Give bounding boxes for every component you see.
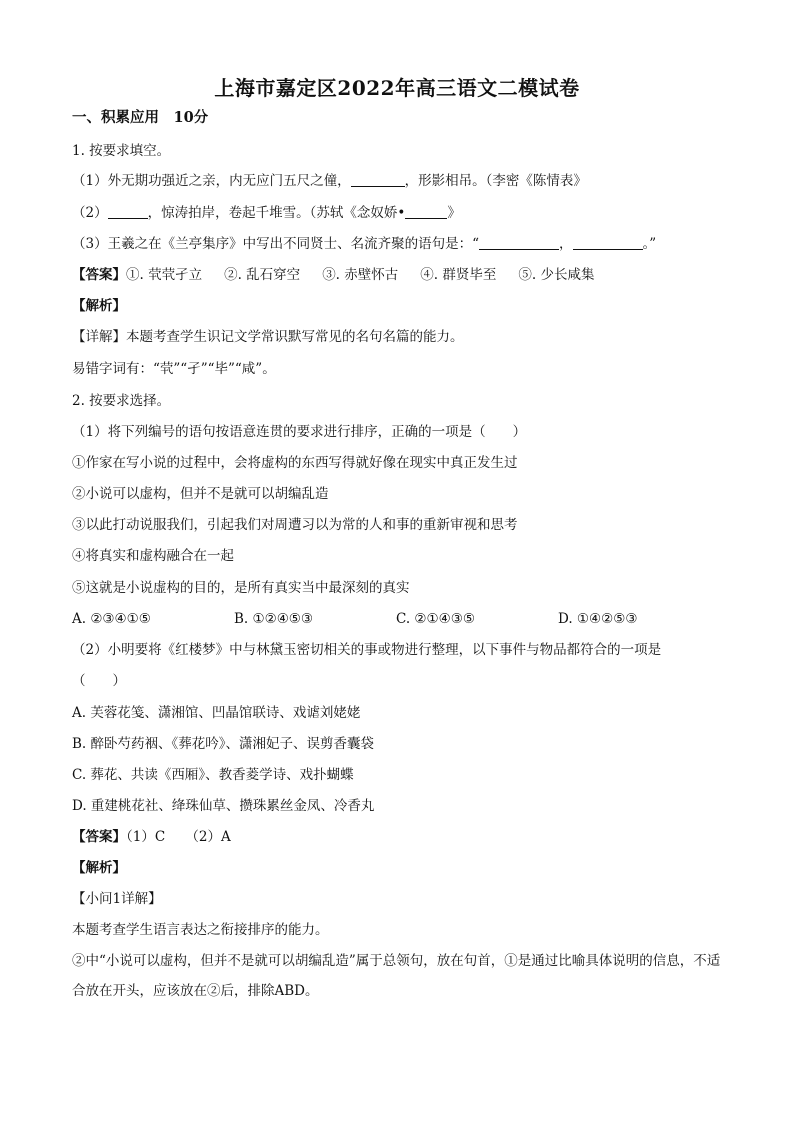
analysis-label: 【解析】: [72, 860, 126, 876]
part-2-text-b: ，惊涛拍岸，卷起千堆雪。（苏轼《念奴娇•: [147, 205, 406, 221]
option-b: B. ①②④⑤③: [234, 611, 314, 627]
answer-item: ③. 赤壁怀古: [322, 267, 399, 283]
question-1-stem: 1. 按要求填空。: [72, 143, 171, 159]
sentence-item: ①作家在写小说的过程中，会将虚构的东西写得就好像在现实中真正发生过: [72, 455, 518, 471]
answer-text: （1）C （2）A: [126, 829, 231, 845]
typo-note: 易错字词有：“茕”“孑”“毕”“咸”。: [72, 361, 276, 377]
answer-item: ②. 乱石穿空: [224, 267, 301, 283]
question-1-part-1: [72, 171, 587, 191]
options-row: [72, 609, 637, 629]
answer-item: ④. 群贤毕至: [420, 267, 497, 283]
option-item: B. 醉卧芍药裀、《葬花吟》、潇湘妃子、误剪香囊袋: [72, 736, 375, 752]
question-1-part-2: [72, 203, 461, 223]
fill-blank-4: [479, 235, 559, 250]
option-item: A. 芙蓉花笺、潇湘馆、凹晶馆联诗、戏谑刘姥姥: [72, 705, 361, 721]
part-3-text-c: 。”: [642, 236, 657, 252]
question-2-stem: 2. 按要求选择。: [72, 393, 171, 409]
answer-label: 【答案】: [72, 267, 126, 283]
part-3-text-b: ，: [559, 236, 573, 252]
small-question-label: 【小问1详解】: [72, 891, 162, 907]
explanation-paragraph: ②中“小说可以虚构，但并不是就可以胡编乱造”属于总领句，放在句首，①是通过比喻具体说明的信息，不适合放在开头，应该放在②后，排除ABD。: [72, 953, 721, 999]
fill-blank-3: [405, 204, 447, 219]
sentence-item: ②小说可以虚构，但并不是就可以胡编乱造: [72, 486, 329, 502]
detail-text: 【详解】本题考查学生识记文学常识默写常见的名句名篇的能力。: [72, 329, 464, 345]
question-2-sub-1: （1）将下列编号的语句按语意连贯的要求进行排序，正确的一项是（ ）: [72, 424, 527, 440]
answer-item: ⑤. 少长咸集: [518, 267, 595, 283]
fill-blank-1: [351, 172, 405, 187]
part-2-text-c: 》: [447, 205, 461, 221]
option-item: C. 葬花、共读《西厢》、教香菱学诗、戏扑蝴蝶: [72, 767, 354, 783]
fill-blank-2: [108, 204, 148, 219]
option-d: D. ①④②⑤③: [558, 611, 638, 627]
answer-item: ①. 茕茕孑立: [126, 267, 203, 283]
section-heading: 一、积累应用 10分: [72, 109, 209, 126]
part-1-text-b: ，形影相吊。（李密《陈情表》: [404, 173, 587, 189]
sentence-item: ③以此打动说服我们，引起我们对周遭习以为常的人和事的重新审视和思考: [72, 517, 518, 533]
part-1-text-a: （1）外无期功强近之亲，内无应门五尺之僮，: [72, 173, 351, 189]
analysis-label: 【解析】: [72, 298, 126, 314]
sentence-item: ④将真实和虚构融合在一起: [72, 548, 234, 564]
option-c: C. ②①④③⑤: [396, 611, 475, 627]
fill-blank-5: [573, 235, 643, 250]
question-1-part-3: [72, 234, 656, 254]
option-item: D. 重建桃花社、绛珠仙草、攒珠累丝金凤、冷香丸: [72, 798, 375, 814]
answer-label: 【答案】: [72, 829, 126, 845]
answer-row-2: [72, 827, 231, 847]
document-title: 上海市嘉定区2022年高三语文二模试卷: [214, 76, 580, 100]
answer-row-1: [72, 265, 616, 285]
sentence-item: ⑤这就是小说虚构的目的，是所有真实当中最深刻的真实: [72, 580, 410, 596]
explanation-text: 本题考查学生语言表达之衔接排序的能力。: [72, 922, 329, 938]
part-3-text-a: （3）王羲之在《兰亭集序》中写出不同贤士、名流齐聚的语句是：“: [72, 236, 479, 252]
question-2-sub-2-bracket: （ ）: [72, 673, 126, 689]
option-a: A. ②③④①⑤: [72, 611, 151, 627]
part-2-text-a: （2）: [72, 205, 108, 221]
question-2-sub-2: （2）小明要将《红楼梦》中与林黛玉密切相关的事或物进行整理，以下事件与物品都符合的一项是: [72, 642, 662, 658]
